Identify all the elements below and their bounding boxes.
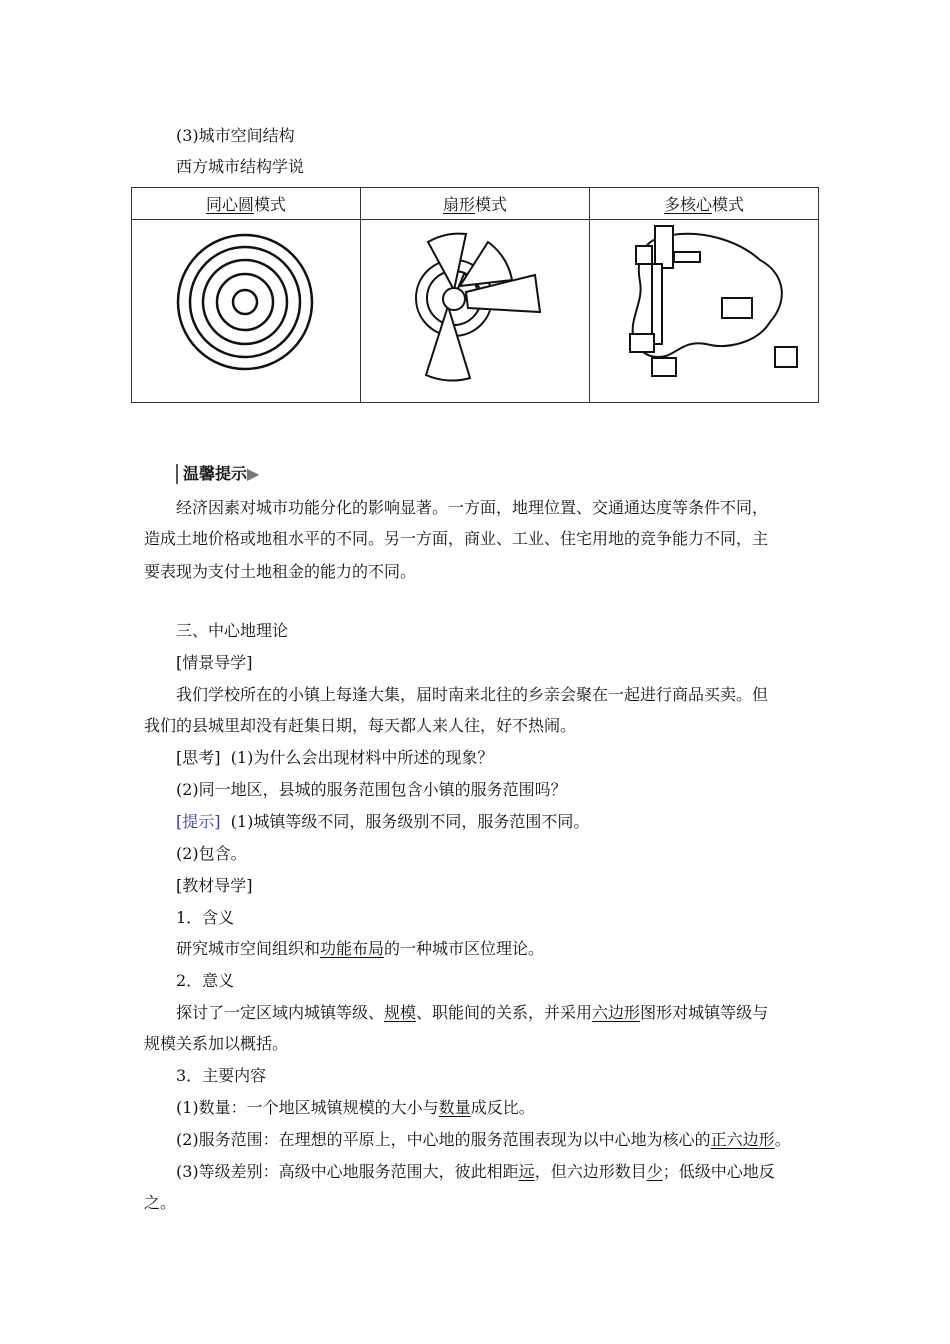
play-arrow-icon: ▶ <box>247 464 260 483</box>
concentric-circles-figure <box>135 220 357 398</box>
hint-answer-1: [提示] (1)城镇等级不同，服务级别不同，服务范围不同。 <box>176 812 590 831</box>
tip-line-3: 要表现为支付土地租金的能力的不同。 <box>144 562 417 581</box>
significance-line-1: 探讨了一定区域内城镇等级、规模、职能间的关系，并采用六边形图形对城镇等级与 <box>176 1003 769 1022</box>
think-question-2: (2)同一地区，县城的服务范围包含小镇的服务范围吗？ <box>176 780 567 799</box>
content-quantity: (1)数量：一个地区城镇规模的大小与数量成反比。 <box>176 1098 535 1117</box>
think-question-1: [思考] (1)为什么会出现材料中所述的现象？ <box>176 748 494 767</box>
warm-tip-heading: 温馨提示▶ <box>183 464 260 483</box>
western-theory-label: 西方城市结构学说 <box>176 157 305 176</box>
significance-line-2: 规模关系加以概括。 <box>144 1034 289 1053</box>
section-heading-urban-structure: (3)城市空间结构 <box>176 126 295 145</box>
heading-definition: 1．含义 <box>176 908 235 927</box>
urban-structure-models-table <box>131 187 819 403</box>
tip-decoration-bar <box>176 464 178 484</box>
sector-model-figure <box>364 220 586 398</box>
content-hierarchy-line-1: (3)等级差别：高级中心地服务范围大，彼此相距远，但六边形数目少；低级中心地反 <box>176 1162 775 1181</box>
scene-text-line-1: 我们学校所在的小镇上每逢大集，届时南来北往的乡亲会聚在一起进行商品买卖。但 <box>176 685 769 704</box>
scene-text-line-2: 我们的县城里却没有赶集日期，每天都人来人往，好不热闹。 <box>144 716 577 735</box>
heading-significance: 2．意义 <box>176 971 235 990</box>
concentric-model-header: 同心圆模式 <box>132 188 361 220</box>
concentric-model-diagram <box>132 220 361 403</box>
content-hierarchy-line-2: 之。 <box>144 1193 177 1212</box>
section-title-central-place: 三、中心地理论 <box>176 621 289 640</box>
multi-nuclei-figure <box>590 220 832 398</box>
hint-label: [提示] <box>176 812 221 831</box>
tip-line-1: 经济因素对城市功能分化的影响显著。一方面，地理位置、交通通达度等条件不同， <box>176 498 769 517</box>
sector-model-header: 扇形模式 <box>361 188 590 220</box>
hint-answer-2: (2)包含。 <box>176 844 247 863</box>
multi-nuclei-model-diagram <box>590 220 819 403</box>
multi-nuclei-model-header: 多核心模式 <box>590 188 819 220</box>
scene-guide-label: [情景导学] <box>176 653 253 672</box>
definition-text: 研究城市空间组织和功能布局的一种城市区位理论。 <box>176 939 545 958</box>
textbook-guide-label: [教材导学] <box>176 876 253 895</box>
content-service-range: (2)服务范围：在理想的平原上，中心地的服务范围表现为以中心地为核心的正六边形。 <box>176 1130 791 1149</box>
tip-line-2: 造成土地价格或地租水平的不同。另一方面，商业、工业、住宅用地的竞争能力不同，主 <box>144 529 769 548</box>
sector-model-diagram <box>361 220 590 403</box>
heading-main-content: 3．主要内容 <box>176 1066 267 1085</box>
